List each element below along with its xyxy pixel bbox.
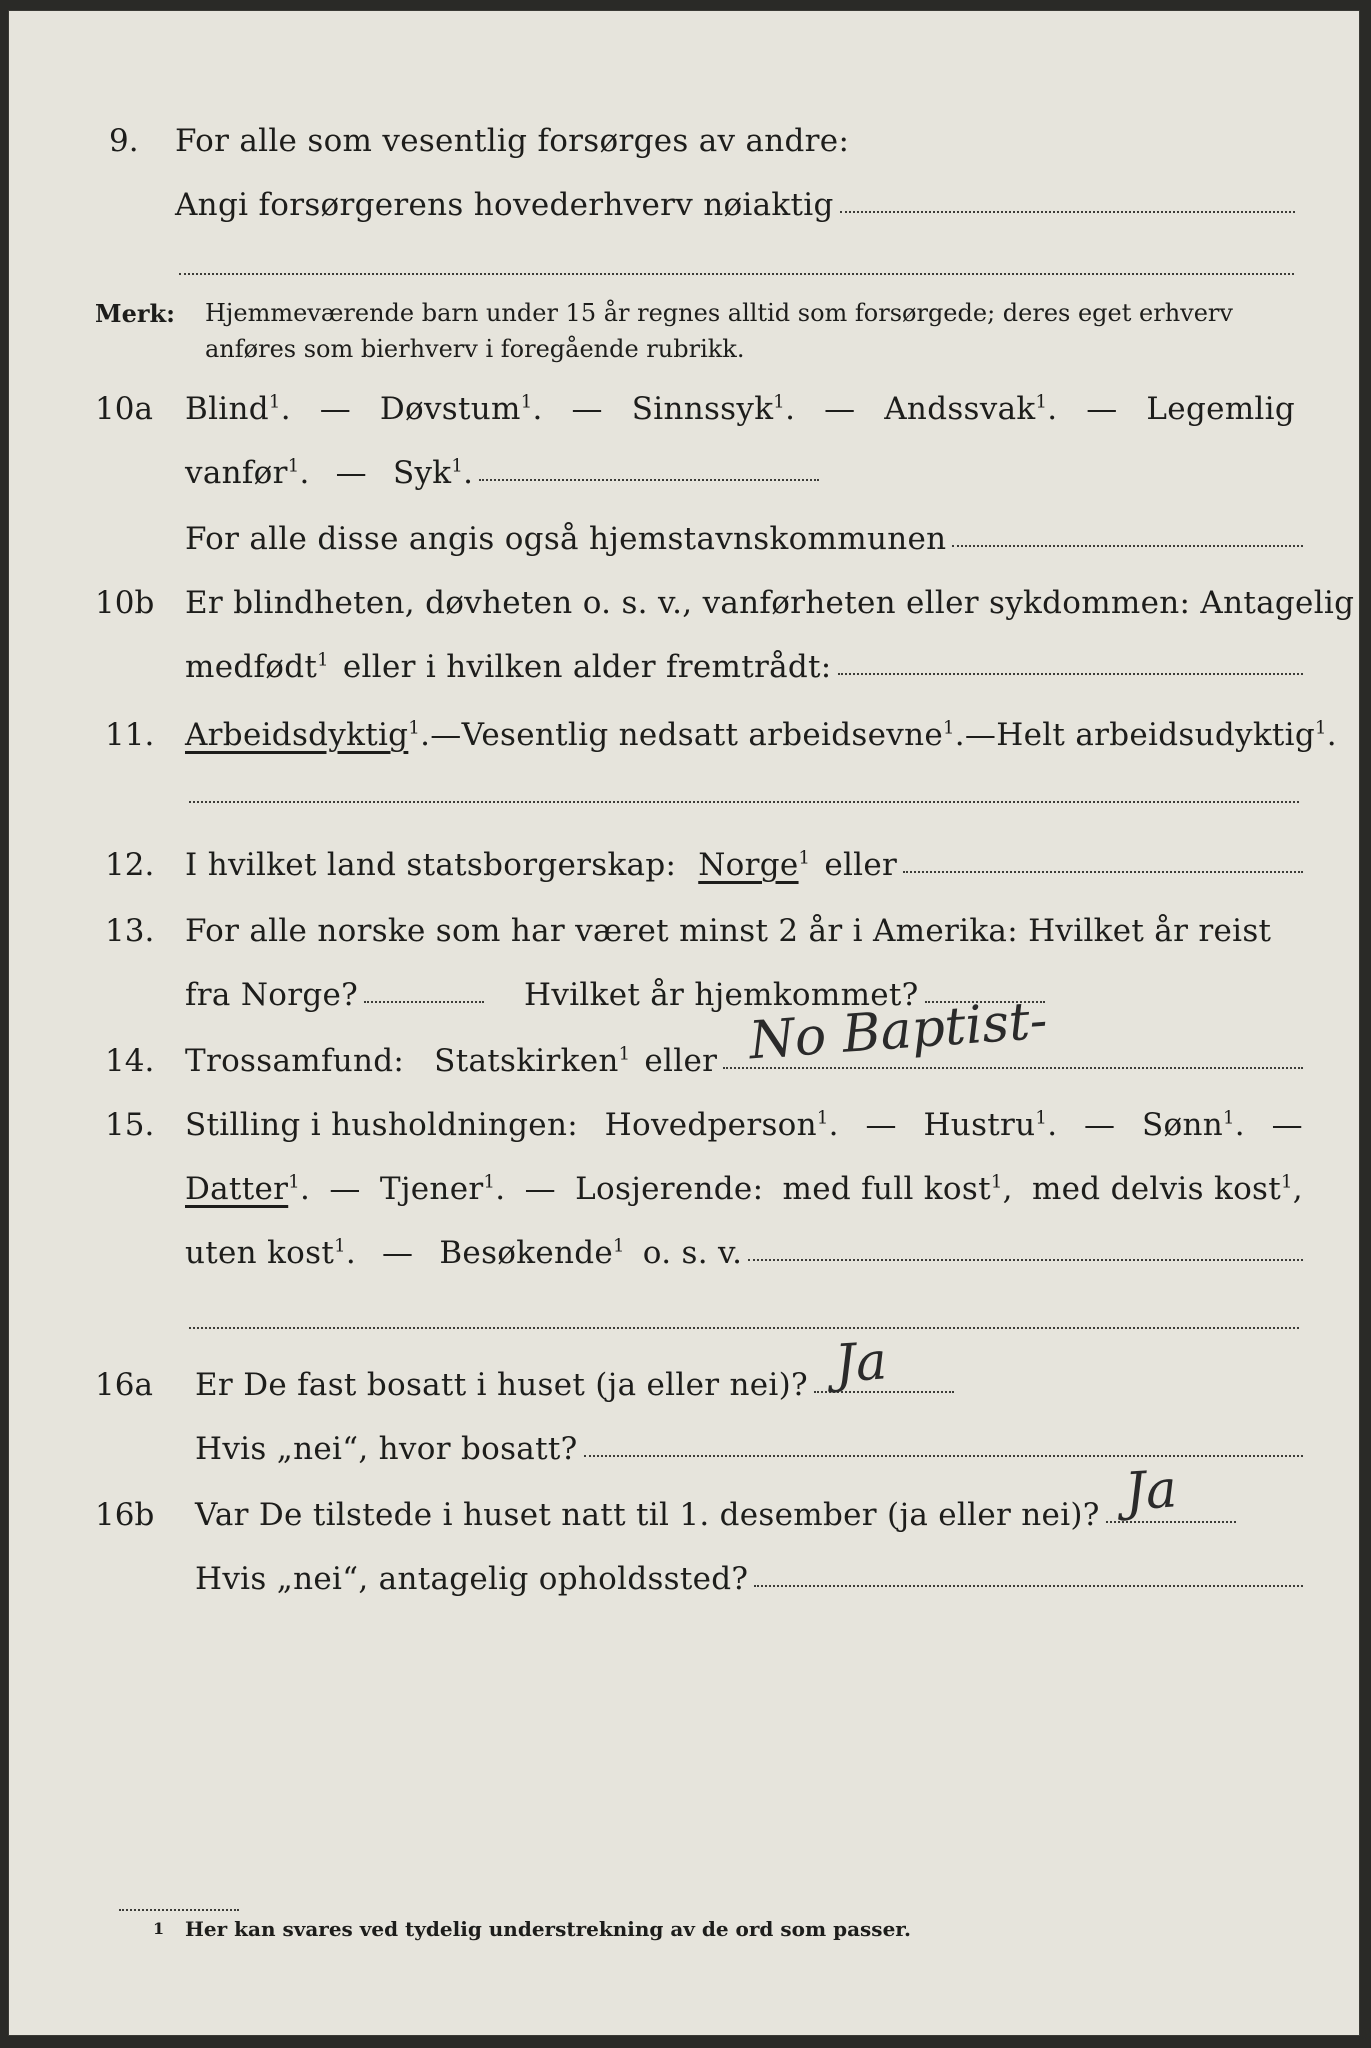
footnote-text: Her kan svares ved tydelig understrekning av de ord som passer. [185, 1917, 911, 1941]
q13-line1-text: For alle norske som har været minst 2 år i Amerika: Hvilket år reist [185, 913, 1272, 949]
q14-eller: eller [644, 1043, 718, 1079]
q10a-sinnssyk: Sinnssyk$^1$. [631, 391, 796, 427]
q11-udyktig: Helt arbeidsudyktig$^1$. [996, 717, 1337, 753]
q13-hjem: Hvilket år hjemkommet? [524, 977, 919, 1013]
q12-eller: eller [824, 847, 898, 883]
q15-line2 [185, 1171, 1303, 1207]
q12-line1 [185, 847, 1303, 883]
q15-besokende: Besøkende$^1$ [439, 1235, 625, 1271]
q16b-number: 16b [95, 1497, 155, 1533]
q14-text: Trossamfund: [185, 1043, 405, 1079]
q9-line1 [175, 123, 1275, 159]
q15-datter: Datter$^1$. [185, 1171, 311, 1207]
q14-handwritten-answer: No Baptist- [747, 990, 1050, 1072]
footnote-mark: 1 [153, 1919, 165, 1938]
q10b-line2-text: eller i hvilken alder fremtrådt: [342, 649, 832, 685]
merk-line1: Hjemmeværende barn under 15 år regnes alltid som forsørgede; deres eget erhverv [205, 299, 1233, 327]
q10a-dash1: — [319, 391, 352, 427]
q16a-line2-text: Hvis „nei“, hvor bosatt? [195, 1431, 578, 1467]
merk-label: Merk: [95, 299, 175, 328]
q11-dash2: — [964, 717, 997, 753]
q15-number: 15. [105, 1107, 155, 1143]
q15-tjener: Tjener$^1$. [379, 1171, 506, 1207]
q15-dash3: — [1271, 1107, 1303, 1143]
q11-line1 [185, 717, 1337, 753]
q10a-line3 [185, 521, 1303, 557]
q10a-line1 [185, 391, 1295, 427]
q15-sonn: Sønn$^1$. [1142, 1107, 1245, 1143]
q15-line3 [185, 1235, 1303, 1271]
q15-dash5: — [524, 1171, 556, 1207]
q10a-line3-text: For alle disse angis også hjemstavnskommunen [185, 521, 947, 557]
q10a-legemlig: Legemlig [1146, 391, 1295, 427]
q10a-dovstum: Døvstum$^1$. [379, 391, 543, 427]
q15-text: Stilling i husholdningen: [185, 1107, 578, 1143]
q10a-line2 [185, 455, 819, 491]
q10a-syk: Syk$^1$. [392, 455, 474, 491]
census-form-page [8, 10, 1360, 2036]
q16a-line1-text: Er De fast bosatt i huset (ja eller nei)? [195, 1367, 808, 1403]
q15-losjerende: Losjerende: [575, 1171, 764, 1207]
q10a-kommune-line [952, 545, 1303, 547]
q10b-line2 [185, 649, 1303, 685]
q10b-medfodt: medfødt$^1$ [185, 649, 329, 685]
q9-answer-line [840, 211, 1295, 213]
q10a-dash3: — [824, 391, 856, 427]
q10a-dash2: — [571, 391, 603, 427]
q15-line1 [185, 1107, 1303, 1143]
q10a-syk-line [479, 479, 819, 481]
q9-extra-line [179, 273, 1294, 275]
q16b-answer-line [1106, 1521, 1236, 1523]
q15-delvis: med delvis kost$^1$, [1031, 1171, 1303, 1207]
q10a-blind: Blind$^1$. [185, 391, 291, 427]
q13-line1 [185, 913, 1303, 949]
q10b-number: 10b [95, 585, 155, 621]
q13-number: 13. [105, 913, 155, 949]
q10a-vanfor: vanfør$^1$. [185, 455, 310, 491]
q12-norge: Norge$^1$ [698, 847, 811, 883]
q12-text: I hvilket land statsborgerskap: [185, 847, 677, 883]
q10a-number: 10a [95, 391, 153, 427]
q16b-line2-text: Hvis „nei“, antagelig opholdssted? [195, 1561, 749, 1597]
q12-number: 12. [105, 847, 155, 883]
q14-answer-line [723, 1067, 1303, 1069]
q10b-line1-text: Er blindheten, døvheten o. s. v., vanførheten eller sykdommen: Antagelig [185, 585, 1355, 621]
q9-line2-text: Angi forsørgerens hovederhverv nøiaktig [175, 187, 834, 223]
q9-line1-text: For alle som vesentlig forsørges av andre: [175, 123, 850, 159]
q16b-handwritten-answer: Ja [1122, 1459, 1179, 1523]
q10b-line1 [185, 585, 1355, 621]
q10a-dash4: — [1086, 391, 1118, 427]
q10a-dash5: — [335, 455, 367, 491]
q16b-line2 [195, 1561, 1303, 1597]
q16a-bosatt-line [584, 1455, 1303, 1457]
q11-nedsatt: Vesentlig nedsatt arbeidsevne$^1$. [461, 717, 965, 753]
q9-line2 [175, 187, 1295, 223]
q11-dash1: — [430, 717, 462, 753]
q11-arbeidsdyktig: Arbeidsdyktig$^1$. [185, 717, 431, 753]
q16b-opholdssted-line [754, 1585, 1303, 1587]
q9-number: 9. [109, 123, 139, 159]
q15-answer-line [748, 1259, 1303, 1261]
q15-hustru: Hustru$^1$. [923, 1107, 1058, 1143]
q11-extra-line [189, 801, 1299, 803]
q14-statskirken: Statskirken$^1$ [434, 1043, 631, 1079]
q10a-andssvak: Andssvak$^1$. [884, 391, 1058, 427]
q13-fra: fra Norge? [185, 977, 359, 1013]
q16b-line1-text: Var De tilstede i huset natt til 1. desember (ja eller nei)? [195, 1497, 1100, 1533]
q15-fullkost: med full kost$^1$, [782, 1171, 1013, 1207]
q14-number: 14. [105, 1043, 155, 1079]
q12-answer-line [903, 871, 1303, 873]
q15-dash4: — [329, 1171, 361, 1207]
q11-number: 11. [105, 717, 155, 753]
q15-dash2: — [1084, 1107, 1116, 1143]
q15-dash6: — [382, 1235, 414, 1271]
q14-line1 [185, 1043, 1303, 1079]
q16a-number: 16a [95, 1367, 153, 1403]
q16a-handwritten-answer: Ja [832, 1331, 889, 1395]
q16b-line1 [195, 1497, 1236, 1533]
merk-line2: anføres som bierhverv i foregående rubrikk. [205, 335, 745, 363]
q15-hovedperson: Hovedperson$^1$. [604, 1107, 839, 1143]
footnote-rule [119, 1909, 239, 1911]
q15-extra-line [189, 1327, 1299, 1329]
q10b-answer-line [838, 673, 1303, 675]
q15-osv: o. s. v. [642, 1235, 743, 1271]
q15-dash1: — [865, 1107, 897, 1143]
q13-reist-line [364, 1001, 484, 1003]
q15-uten: uten kost$^1$. [185, 1235, 357, 1271]
